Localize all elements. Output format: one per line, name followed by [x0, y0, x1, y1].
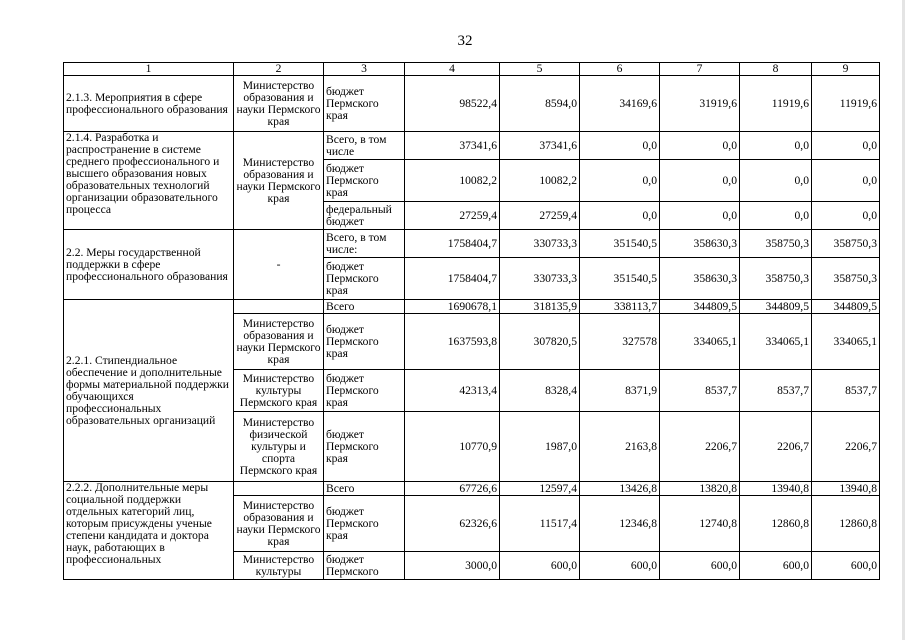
- executor: Министерство образования и науки Пермского края: [234, 132, 324, 230]
- value-cell: 318135,9: [500, 300, 580, 314]
- activity-name: 2.2.2. Дополнительные меры социальной поддержки отдельных категорий лиц, которым присуждены ученые степени кандидата и доктора наук, работающих в профессиональных: [64, 482, 234, 580]
- value-cell: 12346,8: [580, 496, 660, 552]
- funding-source: бюджет Пермского края: [324, 258, 405, 300]
- value-cell: 358750,3: [740, 258, 812, 300]
- budget-table: [63, 62, 880, 580]
- funding-source: бюджет Пермского края: [324, 370, 405, 412]
- executor: Министерство физической культуры и спорта Пермского края: [234, 412, 324, 482]
- column-header: 7: [660, 63, 740, 76]
- value-cell: 8537,7: [740, 370, 812, 412]
- value-cell: 3000,0: [405, 552, 500, 580]
- table-row: [64, 300, 880, 314]
- page-number: 32: [457, 33, 473, 49]
- table-row: [64, 132, 880, 160]
- value-cell: 62326,6: [405, 496, 500, 552]
- value-cell: 67726,6: [405, 482, 500, 496]
- value-cell: 358750,3: [740, 230, 812, 258]
- value-cell: 600,0: [500, 552, 580, 580]
- value-cell: 344809,5: [812, 300, 880, 314]
- value-cell: 344809,5: [740, 300, 812, 314]
- column-header: 8: [740, 63, 812, 76]
- value-cell: 334065,1: [740, 314, 812, 370]
- value-cell: 10082,2: [500, 160, 580, 202]
- value-cell: 27259,4: [500, 202, 580, 230]
- column-header: 6: [580, 63, 660, 76]
- value-cell: 358750,3: [812, 258, 880, 300]
- value-cell: 12860,8: [812, 496, 880, 552]
- funding-source: бюджет Пермского края: [324, 314, 405, 370]
- funding-source: федеральный бюджет: [324, 202, 405, 230]
- value-cell: 13426,8: [580, 482, 660, 496]
- funding-source: Всего, в том числе:: [324, 230, 405, 258]
- table-row: [64, 482, 880, 496]
- value-cell: 37341,6: [500, 132, 580, 160]
- funding-source: Всего, в том числе: [324, 132, 405, 160]
- column-header: 1: [64, 63, 234, 76]
- executor: -: [234, 230, 324, 300]
- value-cell: 1758404,7: [405, 258, 500, 300]
- value-cell: 0,0: [740, 202, 812, 230]
- value-cell: 11919,6: [740, 76, 812, 132]
- column-header: 5: [500, 63, 580, 76]
- value-cell: 307820,5: [500, 314, 580, 370]
- value-cell: 600,0: [740, 552, 812, 580]
- funding-source: бюджет Пермского края: [324, 496, 405, 552]
- value-cell: 0,0: [660, 160, 740, 202]
- executor: Министерство образования и науки Пермского края: [234, 76, 324, 132]
- funding-source: бюджет Пермского края: [324, 76, 405, 132]
- value-cell: 327578: [580, 314, 660, 370]
- table-row: [64, 230, 880, 258]
- value-cell: 358630,3: [660, 258, 740, 300]
- value-cell: 0,0: [812, 160, 880, 202]
- value-cell: 98522,4: [405, 76, 500, 132]
- value-cell: 600,0: [812, 552, 880, 580]
- value-cell: 330733,3: [500, 230, 580, 258]
- column-header: 2: [234, 63, 324, 76]
- value-cell: 31919,6: [660, 76, 740, 132]
- value-cell: 13940,8: [740, 482, 812, 496]
- value-cell: 358630,3: [660, 230, 740, 258]
- value-cell: 2206,7: [812, 412, 880, 482]
- value-cell: 600,0: [660, 552, 740, 580]
- value-cell: 344809,5: [660, 300, 740, 314]
- value-cell: 8328,4: [500, 370, 580, 412]
- value-cell: 37341,6: [405, 132, 500, 160]
- value-cell: 334065,1: [812, 314, 880, 370]
- value-cell: 1690678,1: [405, 300, 500, 314]
- table-row: [64, 76, 880, 132]
- value-cell: 338113,7: [580, 300, 660, 314]
- column-header: 4: [405, 63, 500, 76]
- value-cell: 351540,5: [580, 230, 660, 258]
- activity-name: 2.2.1. Стипендиальное обеспечение и дополнительные формы материальной поддержки обучающихся профессиональных образовательных организаций: [64, 300, 234, 482]
- activity-name: 2.1.4. Разработка и распространение в системе среднего профессионального и высшего образования новых образовательных технологий организации образовательного процесса: [64, 132, 234, 230]
- value-cell: 34169,6: [580, 76, 660, 132]
- value-cell: 0,0: [580, 132, 660, 160]
- activity-name: 2.1.3. Мероприятия в сфере профессионального образования: [64, 76, 234, 132]
- value-cell: 2163,8: [580, 412, 660, 482]
- activity-name: 2.2. Меры государственной поддержки в сфере профессионального образования: [64, 230, 234, 300]
- value-cell: 8537,7: [660, 370, 740, 412]
- value-cell: 13820,8: [660, 482, 740, 496]
- executor: Министерство образования и науки Пермского края: [234, 496, 324, 552]
- value-cell: 0,0: [660, 202, 740, 230]
- funding-source: бюджет Пермского: [324, 552, 405, 580]
- value-cell: 0,0: [812, 202, 880, 230]
- value-cell: 2206,7: [740, 412, 812, 482]
- value-cell: 0,0: [660, 132, 740, 160]
- value-cell: 358750,3: [812, 230, 880, 258]
- funding-source: бюджет Пермского края: [324, 160, 405, 202]
- value-cell: 0,0: [580, 160, 660, 202]
- executor: [234, 482, 324, 496]
- value-cell: 27259,4: [405, 202, 500, 230]
- value-cell: 0,0: [812, 132, 880, 160]
- value-cell: 351540,5: [580, 258, 660, 300]
- value-cell: 2206,7: [660, 412, 740, 482]
- value-cell: 1987,0: [500, 412, 580, 482]
- value-cell: 10082,2: [405, 160, 500, 202]
- value-cell: 12860,8: [740, 496, 812, 552]
- value-cell: 13940,8: [812, 482, 880, 496]
- funding-source: бюджет Пермского края: [324, 412, 405, 482]
- value-cell: 12740,8: [660, 496, 740, 552]
- value-cell: 1758404,7: [405, 230, 500, 258]
- value-cell: 1637593,8: [405, 314, 500, 370]
- value-cell: 10770,9: [405, 412, 500, 482]
- value-cell: 8537,7: [812, 370, 880, 412]
- value-cell: 0,0: [740, 160, 812, 202]
- value-cell: 8371,9: [580, 370, 660, 412]
- column-header: 3: [324, 63, 405, 76]
- value-cell: 11919,6: [812, 76, 880, 132]
- funding-source: Всего: [324, 482, 405, 496]
- value-cell: 334065,1: [660, 314, 740, 370]
- value-cell: 0,0: [580, 202, 660, 230]
- value-cell: 330733,3: [500, 258, 580, 300]
- value-cell: 600,0: [580, 552, 660, 580]
- executor: Министерство культуры: [234, 552, 324, 580]
- column-header: 9: [812, 63, 880, 76]
- executor: Министерство образования и науки Пермского края: [234, 314, 324, 370]
- value-cell: 42313,4: [405, 370, 500, 412]
- column-header-row: [64, 63, 880, 76]
- value-cell: 11517,4: [500, 496, 580, 552]
- value-cell: 8594,0: [500, 76, 580, 132]
- funding-source: Всего: [324, 300, 405, 314]
- executor: Министерство культуры Пермского края: [234, 370, 324, 412]
- value-cell: 0,0: [740, 132, 812, 160]
- value-cell: 12597,4: [500, 482, 580, 496]
- executor: [234, 300, 324, 314]
